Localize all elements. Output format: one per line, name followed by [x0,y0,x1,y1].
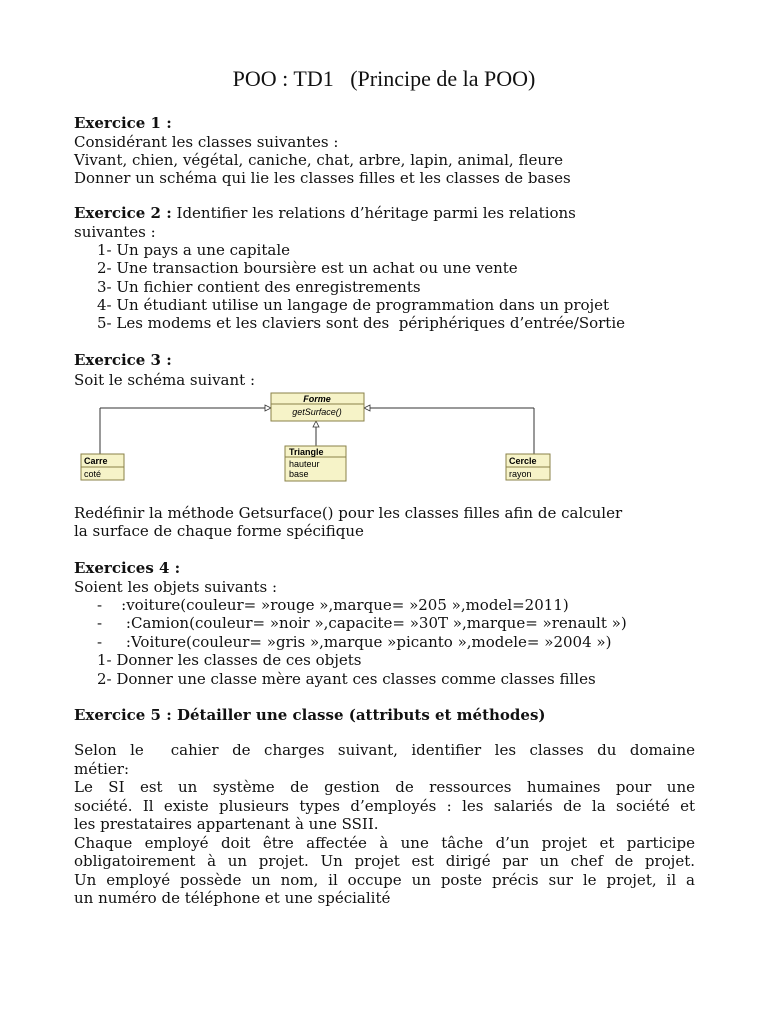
exercise-5-line: les prestataires appartenant à une SSII. [74,815,379,833]
exercise-2-item: 2- Une transaction boursière est un achat ou une vente [97,259,518,277]
uml-class-triangle [285,446,346,481]
uml-class-forme [271,393,364,421]
uml-class-carre [81,454,124,480]
exercise-4-heading: Exercices 4 : [74,559,181,577]
class-name-carre: Carre [84,456,108,466]
exercise-4-item: 2- Donner une classe mère ayant ces classes comme classes filles [97,670,596,688]
exercise-4-intro: Soient les objets suivants : [74,578,278,596]
exercise-5-line: Un employé possède un nom, il occupe un poste précis sur le projet, il a [74,871,695,889]
exercise-3-intro: Soit le schéma suivant : [74,371,255,389]
exercise-5-line: métier: [74,760,130,778]
attribute-cote: coté [84,469,102,479]
page-title: POO : TD1 (Principe de la POO) [232,66,536,91]
exercise-4-item: 1- Donner les classes de ces objets [97,651,362,669]
uml-class-diagram [78,390,558,486]
class-name-forme: Forme [303,394,331,404]
exercise-5-line: Le SI est un système de gestion de ressources humaines pour une [74,778,695,796]
exercise-3-line: la surface de chaque forme spécifique [74,522,364,540]
exercise-2-item: 5- Les modems et les claviers sont des périphériques d’entrée/Sortie [97,314,625,332]
exercise-1-heading: Exercice 1 : [74,114,172,132]
attribute-hauteur: hauteur [289,459,320,469]
attribute-base: base [289,469,309,479]
exercise-2-heading: Exercice 2 : [74,204,172,222]
exercise-1-line: Considérant les classes suivantes : [74,133,339,151]
uml-class-cercle [506,454,550,480]
exercise-3-heading: Exercice 3 : [74,351,172,369]
exercise-4-object: - :Voiture(couleur= »gris »,marque »picanto »,modele= »2004 ») [97,633,612,651]
method-get-surface: getSurface() [292,407,342,417]
exercise-2-intro [74,204,576,223]
exercise-5-line: société. Il existe plusieurs types d’employés : les salariés de la société et [74,797,695,815]
exercise-3-line: Redéfinir la méthode Getsurface() pour les classes filles afin de calculer [74,504,623,522]
exercise-5-heading: Exercice 5 : Détailler une classe (attributs et méthodes) [74,706,546,724]
exercise-2-item: 1- Un pays a une capitale [97,241,291,259]
exercise-4-object: - :voiture(couleur= »rouge »,marque= »205 »,model=2011) [97,596,569,614]
exercise-2-item: 3- Un fichier contient des enregistrements [97,278,421,296]
attribute-rayon: rayon [509,469,532,479]
exercise-5-line: un numéro de téléphone et une spécialité [74,889,391,907]
exercise-5-line: obligatoirement à un projet. Un projet est dirigé par un chef de projet. [74,852,695,870]
exercise-1-line: Donner un schéma qui lie les classes filles et les classes de bases [74,169,571,187]
exercise-5-line: Chaque employé doit être affectée à une tâche d’un projet et participe [74,834,695,852]
exercise-2-item: 4- Un étudiant utilise un langage de programmation dans un projet [97,296,610,314]
class-name-cercle: Cercle [509,456,537,466]
exercise-4-object: - :Camion(couleur= »noir »,capacite= »30T »,marque= »renault ») [97,614,627,632]
exercise-2-intro-text: Identifier les relations d’héritage parmi les relations [171,204,576,222]
exercise-2-intro-cont: suivantes : [74,223,156,241]
exercise-1-line: Vivant, chien, végétal, caniche, chat, arbre, lapin, animal, fleure [74,151,564,169]
exercise-5-line: Selon le cahier de charges suivant, identifier les classes du domaine [74,741,695,759]
class-name-triangle: Triangle [289,447,324,457]
